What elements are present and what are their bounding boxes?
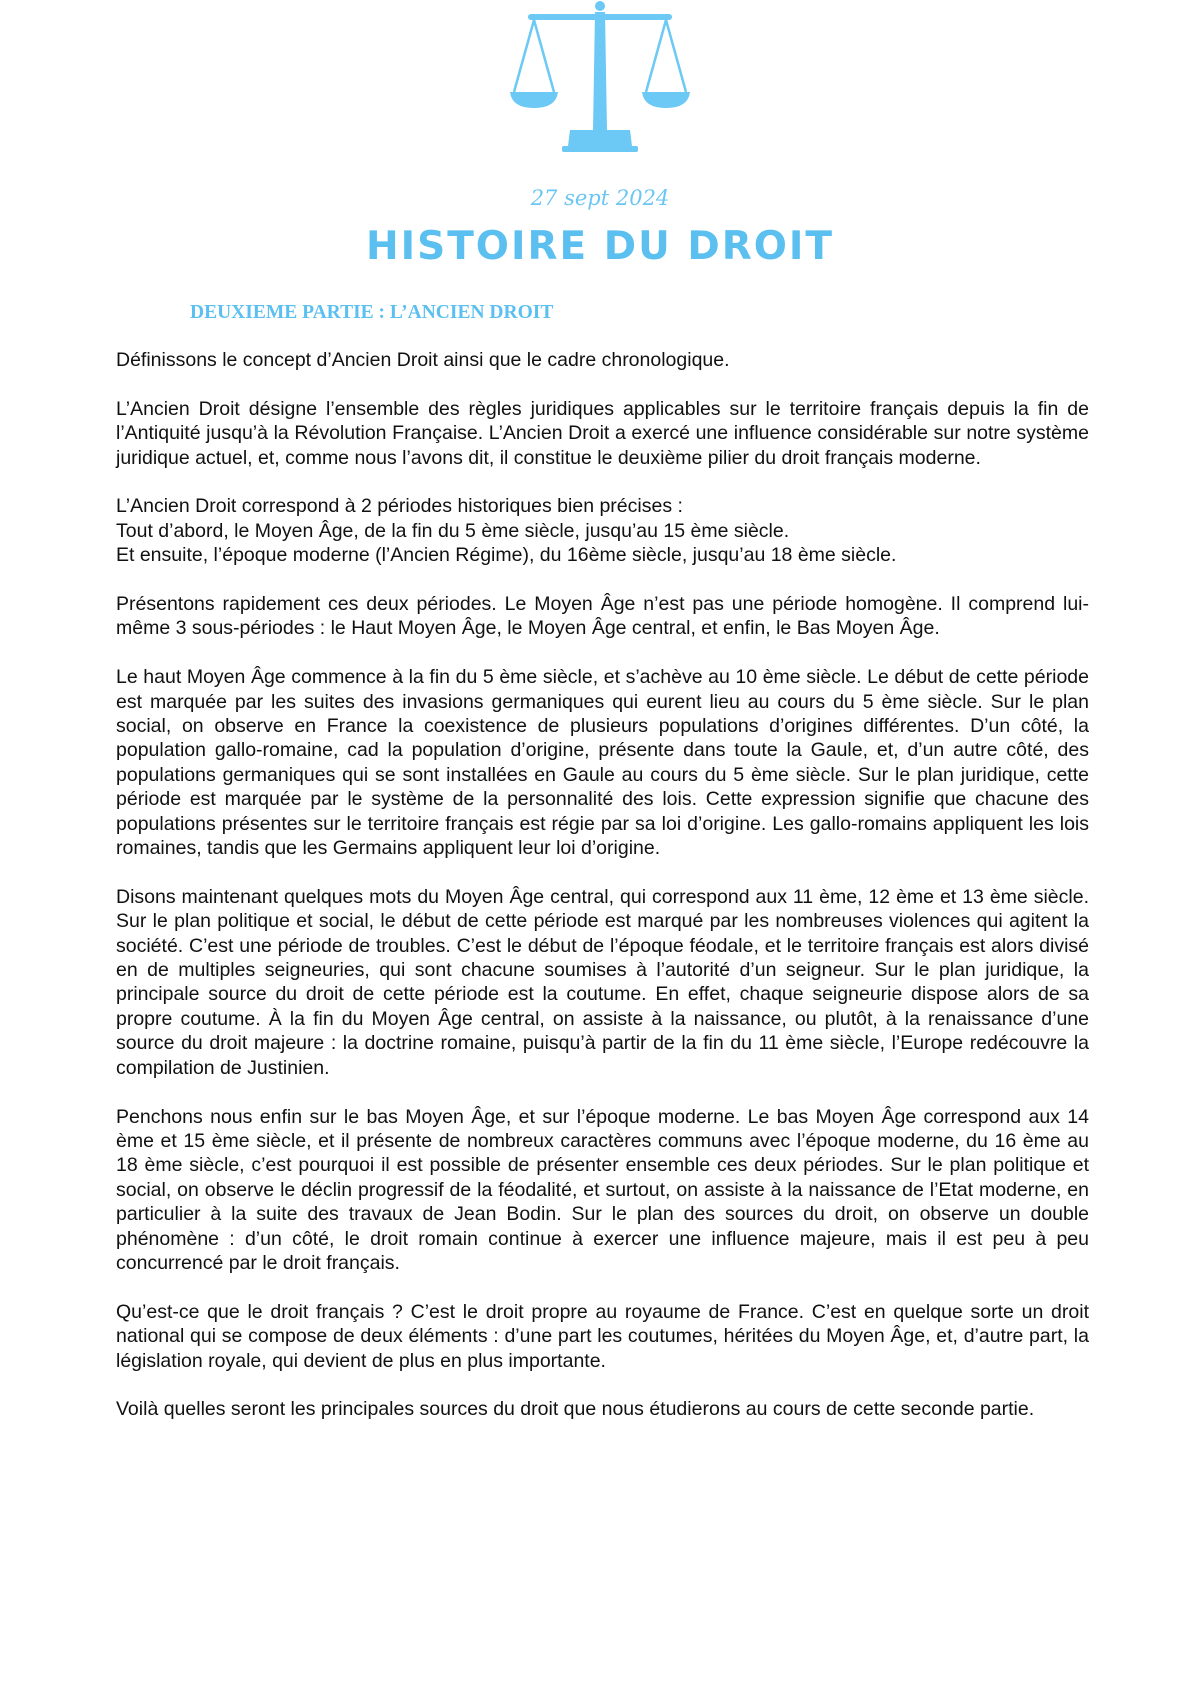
paragraph: Définissons le concept d’Ancien Droit ainsi que le cadre chronologique. (116, 349, 730, 371)
paragraph: Présentons rapidement ces deux périodes. Le Moyen Âge n’est pas une période homogène. Il comprend lui-même 3 sous-périodes : le Haut Moyen Âge, le Moyen Âge central, et enfin, le Bas Moyen Âge. (116, 593, 1089, 640)
paragraph-periods (116, 494, 1089, 567)
document-title: HISTOIRE DU DROIT (365, 224, 835, 269)
paragraph: Penchons nous enfin sur le bas Moyen Âge, et sur l’époque moderne. Le bas Moyen Âge correspond aux 14 ème et 15 ème siècle, et il présente de nombreux caractères communs avec l’époque moderne, du 16 ème au 18 ème siècle, c’est pourquoi il est possible de présenter ensemble ces deux périodes. Sur le plan politique et social, on observe le déclin progressif de la féodalité, et surtout, on assiste à la naissance de l’Etat moderne, en particulier à la suite des travaux de Jean Bodin. Sur le plan des sources du droit, on observe un double phénomène : d’un côté, le droit romain continue à exercer une influence majeure, mais il est peu à peu concurrencé par le droit français. (116, 1105, 1089, 1274)
paragraph-line: Tout d’abord, le Moyen Âge, de la fin du 5 ème siècle, jusqu’au 15 ème siècle. (116, 519, 790, 542)
paragraph: L’Ancien Droit désigne l’ensemble des règles juridiques applicables sur le territoire français depuis la fin de l’Antiquité jusqu’à la Révolution Française. L’Ancien Droit a exercé une influence considérable sur notre système juridique actuel, et, comme nous l’avons dit, il constitue le deuxième pilier du droit français moderne. (116, 397, 1089, 469)
part-heading: DEUXIEME PARTIE : L’ANCIEN DROIT (190, 302, 554, 323)
paragraph-line: L’Ancien Droit correspond à 2 périodes historiques bien précises : (116, 495, 683, 518)
scales-of-justice-icon (510, 0, 690, 160)
paragraph: Le haut Moyen Âge commence à la fin du 5 ème siècle, et s’achève au 10 ème siècle. Le début de cette période est marquée par les suites des invasions germaniques qui eurent lieu au cours du 5 ème siècle. Sur le plan social, on observe en France la coexistence de plusieurs populations d’origines différentes. D’un côté, la population gallo-romaine, cad la population d’origine, présente dans toute la Gaule, et, d’un autre côté, des populations germaniques qui se sont installées en Gaule au cours du 5 ème siècle. Sur le plan juridique, cette période est marquée par le système de la personnalité des lois. Cette expression signifie que chacune des populations présentes sur le territoire français est régie par sa loi d’origine. Les gallo-romains appliquent les lois romaines, tandis que les Germains appliquent leur loi d’origine. (116, 666, 1089, 860)
paragraph-line: Et ensuite, l’époque moderne (l’Ancien Régime), du 16ème siècle, jusqu’au 18 ème siècle. (116, 544, 897, 567)
paragraph: Disons maintenant quelques mots du Moyen Âge central, qui correspond aux 11 ème, 12 ème et 13 ème siècle. Sur le plan politique et social, le début de cette période est marqué par les nombreuses violences qui agitent la société. C’est une période de troubles. C’est le début de l’époque féodale, et le territoire français est alors divisé en de multiples seigneuries, qui sont chacune soumises à l’autorité d’un seigneur. Sur le plan juridique, la principale source du droit de cette période est la coutume. En effet, chaque seigneurie dispose alors de sa propre coutume. À la fin du Moyen Âge central, on assiste à la naissance, ou plutôt, à la renaissance d’une source du droit majeure : la doctrine romaine, puisqu’à partir de la fin du 11 ème siècle, l’Europe redécouvre la compilation de Justinien. (116, 885, 1089, 1079)
paragraph: Qu’est-ce que le droit français ? C’est le droit propre au royaume de France. C’est en quelque sorte un droit national qui se compose de deux éléments : d’une part les coutumes, héritées du Moyen Âge, et, d’autre part, la législation royale, qui devient de plus en plus importante. (116, 1300, 1089, 1372)
document-body (116, 348, 1089, 1446)
document-date: 27 sept 2024 (530, 186, 670, 210)
paragraph: Voilà quelles seront les principales sources du droit que nous étudierons au cours de cette seconde partie. (116, 1398, 1035, 1421)
